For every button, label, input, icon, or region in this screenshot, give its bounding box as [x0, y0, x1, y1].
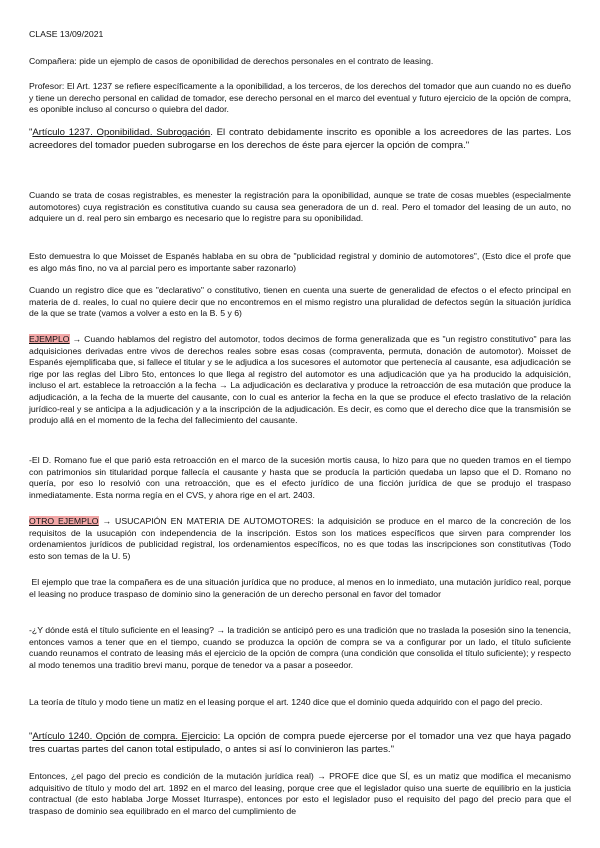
declarative-registry-paragraph: Cuando un registro dice que es "declarativo" o constitutivo, tienen en cuenta una suerte de generalidad de efectos o el efecto principal en materia de d. reales, lo cual no quiere decir que no encontremos en el mismo registro una pluralidad de defectos según la situación jurídica de la que se trate (vamos a volver a esto en la B. 5 y 6)	[29, 285, 571, 319]
article-1240-text: La opción de compra puede ejercerse por el tomador una vez que haya pagado tres cuartas partes del canon total estipulado, o antes si así lo convinieron las partes."	[29, 731, 571, 755]
article-1237-text: . El contrato debidamente inscrito es oponible a los acreedores de las partes. Los acreedores del tomador pueden subrogarse en los derechos de éste para ejercer la opción de compra."	[29, 127, 571, 151]
title-and-mode-paragraph: La teoría de título y modo tiene un matiz en el leasing porque el art. 1240 dice que el dominio queda adquirido con el pago del precio.	[29, 697, 543, 707]
professor-answer-paragraph: Profesor: El Art. 1237 se refiere específicamente a la oponibilidad, a los terceros, de los derechos del tomador que aun cuando no es dueño y tiene un derecho personal en calidad de tomador, ese derecho personal en el marco del eventual y futuro ejercicio de la opción de compra, es oponible incluso al concurso o quiebra del dador.	[29, 81, 571, 115]
classmate-example-paragraph	[29, 577, 571, 600]
article-1240-title: Artículo 1240. Opción de compra. Ejercicio:	[32, 731, 221, 742]
article-1237-title: Artículo 1237. Oponibilidad. Subrogación	[32, 127, 211, 138]
roman-law-paragraph: -El D. Romano fue el que parió esta retroacción en el marco de la sucesión mortis causa, lo hizo para que no queden tramos en el tiempo con patrimonios sin titularidad porque fallecía el causante y hasta que se producía la partición quedaba un lapso que el D. Romano no quería, por eso lo resolvió con una retroacción, que es el efecto jurídico de una ficción jurídica de que se produjo el traspaso inmediatamente. Esta norma regía en el CVS, y ahora rige en el art. 2403.	[29, 455, 571, 500]
moisset-paragraph: Esto demuestra lo que Moisset de Espanés hablaba en su obra de "publicidad registral y dominio de automotores", (Esto dice el profe que es algo más fino, no va al parcial pero es importante saber razonarlo)	[29, 251, 571, 273]
example-text: → Cuando hablamos del registro del automotor, todos decimos de forma generalizada que es "un registro constitutivo" para las adquisiciones derivadas entre vivos de derechos reales sobre esas cosas (compraventa, permuta, donación de automotor). Moisset de Espanés ejemplificaba que, si fallece el titular y se le adjudica a los sucesores el automotor que pertenecía al causante, esa adjudicación se rige por las reglas del Libro 5to, entonces lo que llega al registro del automotor es una adjudicación que ya ha producido la adquisición, incluso el art. establece la retroacción a la fecha → La adjudicación es declarativa y produce la retroacción de esa mutación que produce la adjudicación, a la fecha de la muerte del causante, con lo cual es anterior la fecha en la que se produce el efecto traslativo de la relación jurídico-real y se anticipa a la adjudicación y a la inscripción de la adjudicación. Es decir, es como que el derecho dice que la transmisión se produjo allá en el momento de la fecha del fallecimiento del causante.	[29, 334, 571, 426]
price-payment-paragraph: Entonces, ¿el pago del precio es condición de la mutación jurídica real) → PROFE dice que SÍ, es un matiz que modifica el mecanismo adquisitivo de título y modo del art. 1892 en el marco del leasing, porque cree que el legislador quiso una suerte de equilibrio en la justicia contractual (de esto hablaba Jorge Mosset Iturraspe), entonces por esto el legislador puso el requisito del pago del precio para que el traspaso de dominio sea equilibrado en el marco del cumplimiento de	[29, 771, 571, 816]
student-question-paragraph: Compañera: pide un ejemplo de casos de oponibilidad de derechos personales en el contrato de leasing.	[29, 56, 434, 66]
class-date-heading: CLASE 13/09/2021	[29, 29, 104, 39]
example-highlight-label: EJEMPLO	[29, 334, 70, 344]
sufficient-title-paragraph: -¿Y dónde está el título suficiente en el leasing? → la tradición se anticipó pero es una tradición que no traslada la posesión sino la tenencia, entonces vamos a tener que en el tiempo, cuando se produzca la opción de compra se va a configurar por un lado, el título suficiente cuando reunamos el contrato de leasing más el ejercicio de la opción de compra (una condición que consolida el título suficiente); y respecto al modo tenemos una traditio brevi manu, porque de tenedor va a pasar a poseedor.	[29, 625, 571, 670]
classmate-example-text: El ejemplo que trae la compañera es de una situación jurídica que no produce, al menos en lo inmediato, una mutación jurídico real, porque el leasing no produce traspaso de dominio sino la generación de un derecho personal en favor del tomador	[29, 577, 571, 599]
registrable-things-paragraph: Cuando se trata de cosas registrables, es menester la registración para la oponibilidad, aunque se trate de cosas muebles (especialmente automotores) cuya registración es constitutiva cuando su causa sea generadora de un d. real. Pero el tomador del leasing de un auto, no adquiere un d. real pero sin embargo es necesario que lo registre para su oponibilidad.	[29, 190, 571, 224]
example-paragraph	[29, 334, 571, 427]
other-example-highlight-label: OTRO EJEMPLO	[29, 516, 99, 526]
article-1240-quote: "Artículo 1240. Opción de compra. Ejercicio: La opción de compra puede ejercerse por el tomador una vez que haya pagado tres cuartas partes del canon total estipulado, o antes si así lo convinieron las partes."	[29, 731, 571, 755]
other-example-paragraph	[29, 516, 571, 562]
other-example-text: → USUCAPIÓN EN MATERIA DE AUTOMOTORES: la adquisición se produce en el marco de la concreción de los requisitos de la usucapión con independencia de la inscripción. Estos son los matices específicos que sirven para comprender los ordenamientos jurídicos de publicidad registral, los ordenamientos específicos, no es que todas las inscripciones son constitutivas (Todo esto son temas de la U. 5)	[29, 516, 572, 561]
article-1237-quote: "Artículo 1237. Oponibilidad. Subrogación. El contrato debidamente inscrito es oponible a los acreedores de las partes. Los acreedores del tomador pueden subrogarse en los derechos de éste para ejercer la opción de compra."	[29, 127, 571, 151]
